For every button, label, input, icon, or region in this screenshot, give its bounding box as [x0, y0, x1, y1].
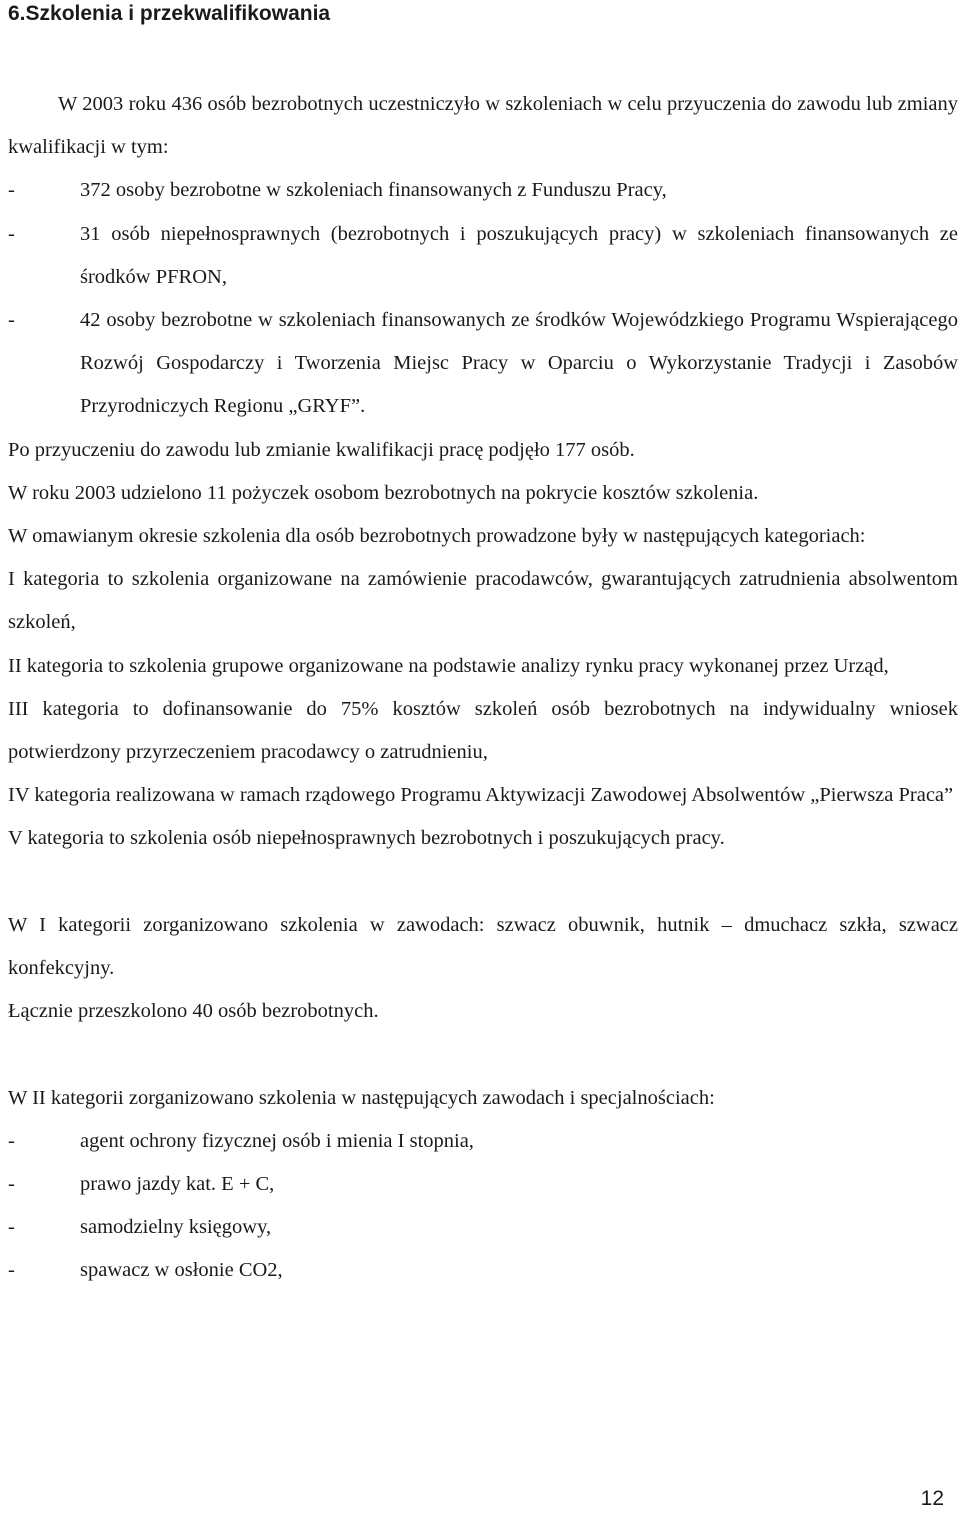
category-paragraph: II kategoria to szkolenia grupowe organizowane na podstawie analizy rynku pracy wykonanej przez Urząd,: [8, 654, 889, 677]
list-dash: -: [8, 1216, 15, 1239]
document-body: [8, 83, 958, 1293]
list-item-text: agent ochrony fizycznej osób i mienia I stopnia,: [80, 1129, 474, 1152]
categories-intro-paragraph: W omawianym okresie szkolenia dla osób bezrobotnych prowadzone były w następujących kategoriach:: [8, 525, 866, 548]
category-paragraph: IV kategoria realizowana w ramach rządowego Programu Aktywizacji Zawodowej Absolwentów „Pierwsza Praca”: [8, 784, 954, 807]
list-dash: -: [8, 309, 15, 332]
list-item-text: prawo jazdy kat. E + C,: [80, 1173, 275, 1196]
list-dash: -: [8, 222, 15, 245]
list-dash: -: [8, 1129, 15, 1152]
list-item: [8, 1163, 958, 1206]
cat1-trades-paragraph: W I kategorii zorganizowano szkolenia w zawodach: szwacz obuwnik, hutnik – dmuchacz szkła, szwacz konfekcyjny.: [8, 913, 958, 980]
list-item: [8, 1120, 958, 1163]
category-paragraph: III kategoria to dofinansowanie do 75% kosztów szkoleń osób bezrobotnych na indywidualny wniosek potwierdzony przyrzeczeniem pracodawcy o zatrudnieniu,: [8, 697, 958, 764]
section-heading: 6.Szkolenia i przekwalifikowania: [8, 2, 331, 25]
list-item-text: 42 osoby bezrobotne w szkoleniach finansowanych ze środków Wojewódzkiego Programu Wspierającego Rozwój Gospodarczy i Tworzenia Miejsc Pracy w Oparciu o Wykorzystanie Tradycji i Zasobów Przyrodniczych Regionu „GRYF”.: [80, 309, 958, 418]
list-item-text: spawacz w osłonie CO2,: [80, 1259, 283, 1282]
page-number: 12: [920, 1487, 944, 1510]
list-item: [8, 1206, 958, 1249]
list-dash: -: [8, 1173, 15, 1196]
list-item-text: samodzielny księgowy,: [80, 1216, 272, 1239]
list-item: [8, 213, 958, 299]
cat1-total-paragraph: Łącznie przeszkolono 40 osób bezrobotnych.: [8, 1000, 379, 1023]
category-paragraph: V kategoria to szkolenia osób niepełnosprawnych bezrobotnych i poszukujących pracy.: [8, 827, 725, 850]
list-dash: -: [8, 1259, 15, 1282]
list-item-text: 372 osoby bezrobotne w szkoleniach finansowanych z Funduszu Pracy,: [80, 179, 667, 202]
loans-paragraph: W roku 2003 udzielono 11 pożyczek osobom bezrobotnych na pokrycie kosztów szkolenia.: [8, 481, 759, 504]
intro-paragraph: W 2003 roku 436 osób bezrobotnych uczestniczyło w szkoleniach w celu przyuczenia do zawodu lub zmiany kwalifikacji w tym:: [8, 93, 958, 159]
list-dash: -: [8, 179, 15, 202]
cat2-intro-paragraph: W II kategorii zorganizowano szkolenia w następujących zawodach i specjalnościach:: [8, 1086, 715, 1109]
category-paragraph: I kategoria to szkolenia organizowane na zamówienie pracodawców, gwarantujących zatrudnienia absolwentom szkoleń,: [8, 568, 958, 634]
list-item: [8, 299, 958, 429]
list-item: [8, 169, 958, 212]
list-item-text: 31 osób niepełnosprawnych (bezrobotnych i poszukujących pracy) w szkoleniach finansowanych ze środków PFRON,: [80, 222, 958, 288]
list-item: [8, 1249, 958, 1292]
after-training-paragraph: Po przyuczeniu do zawodu lub zmianie kwalifikacji pracę podjęło 177 osób.: [8, 438, 635, 461]
